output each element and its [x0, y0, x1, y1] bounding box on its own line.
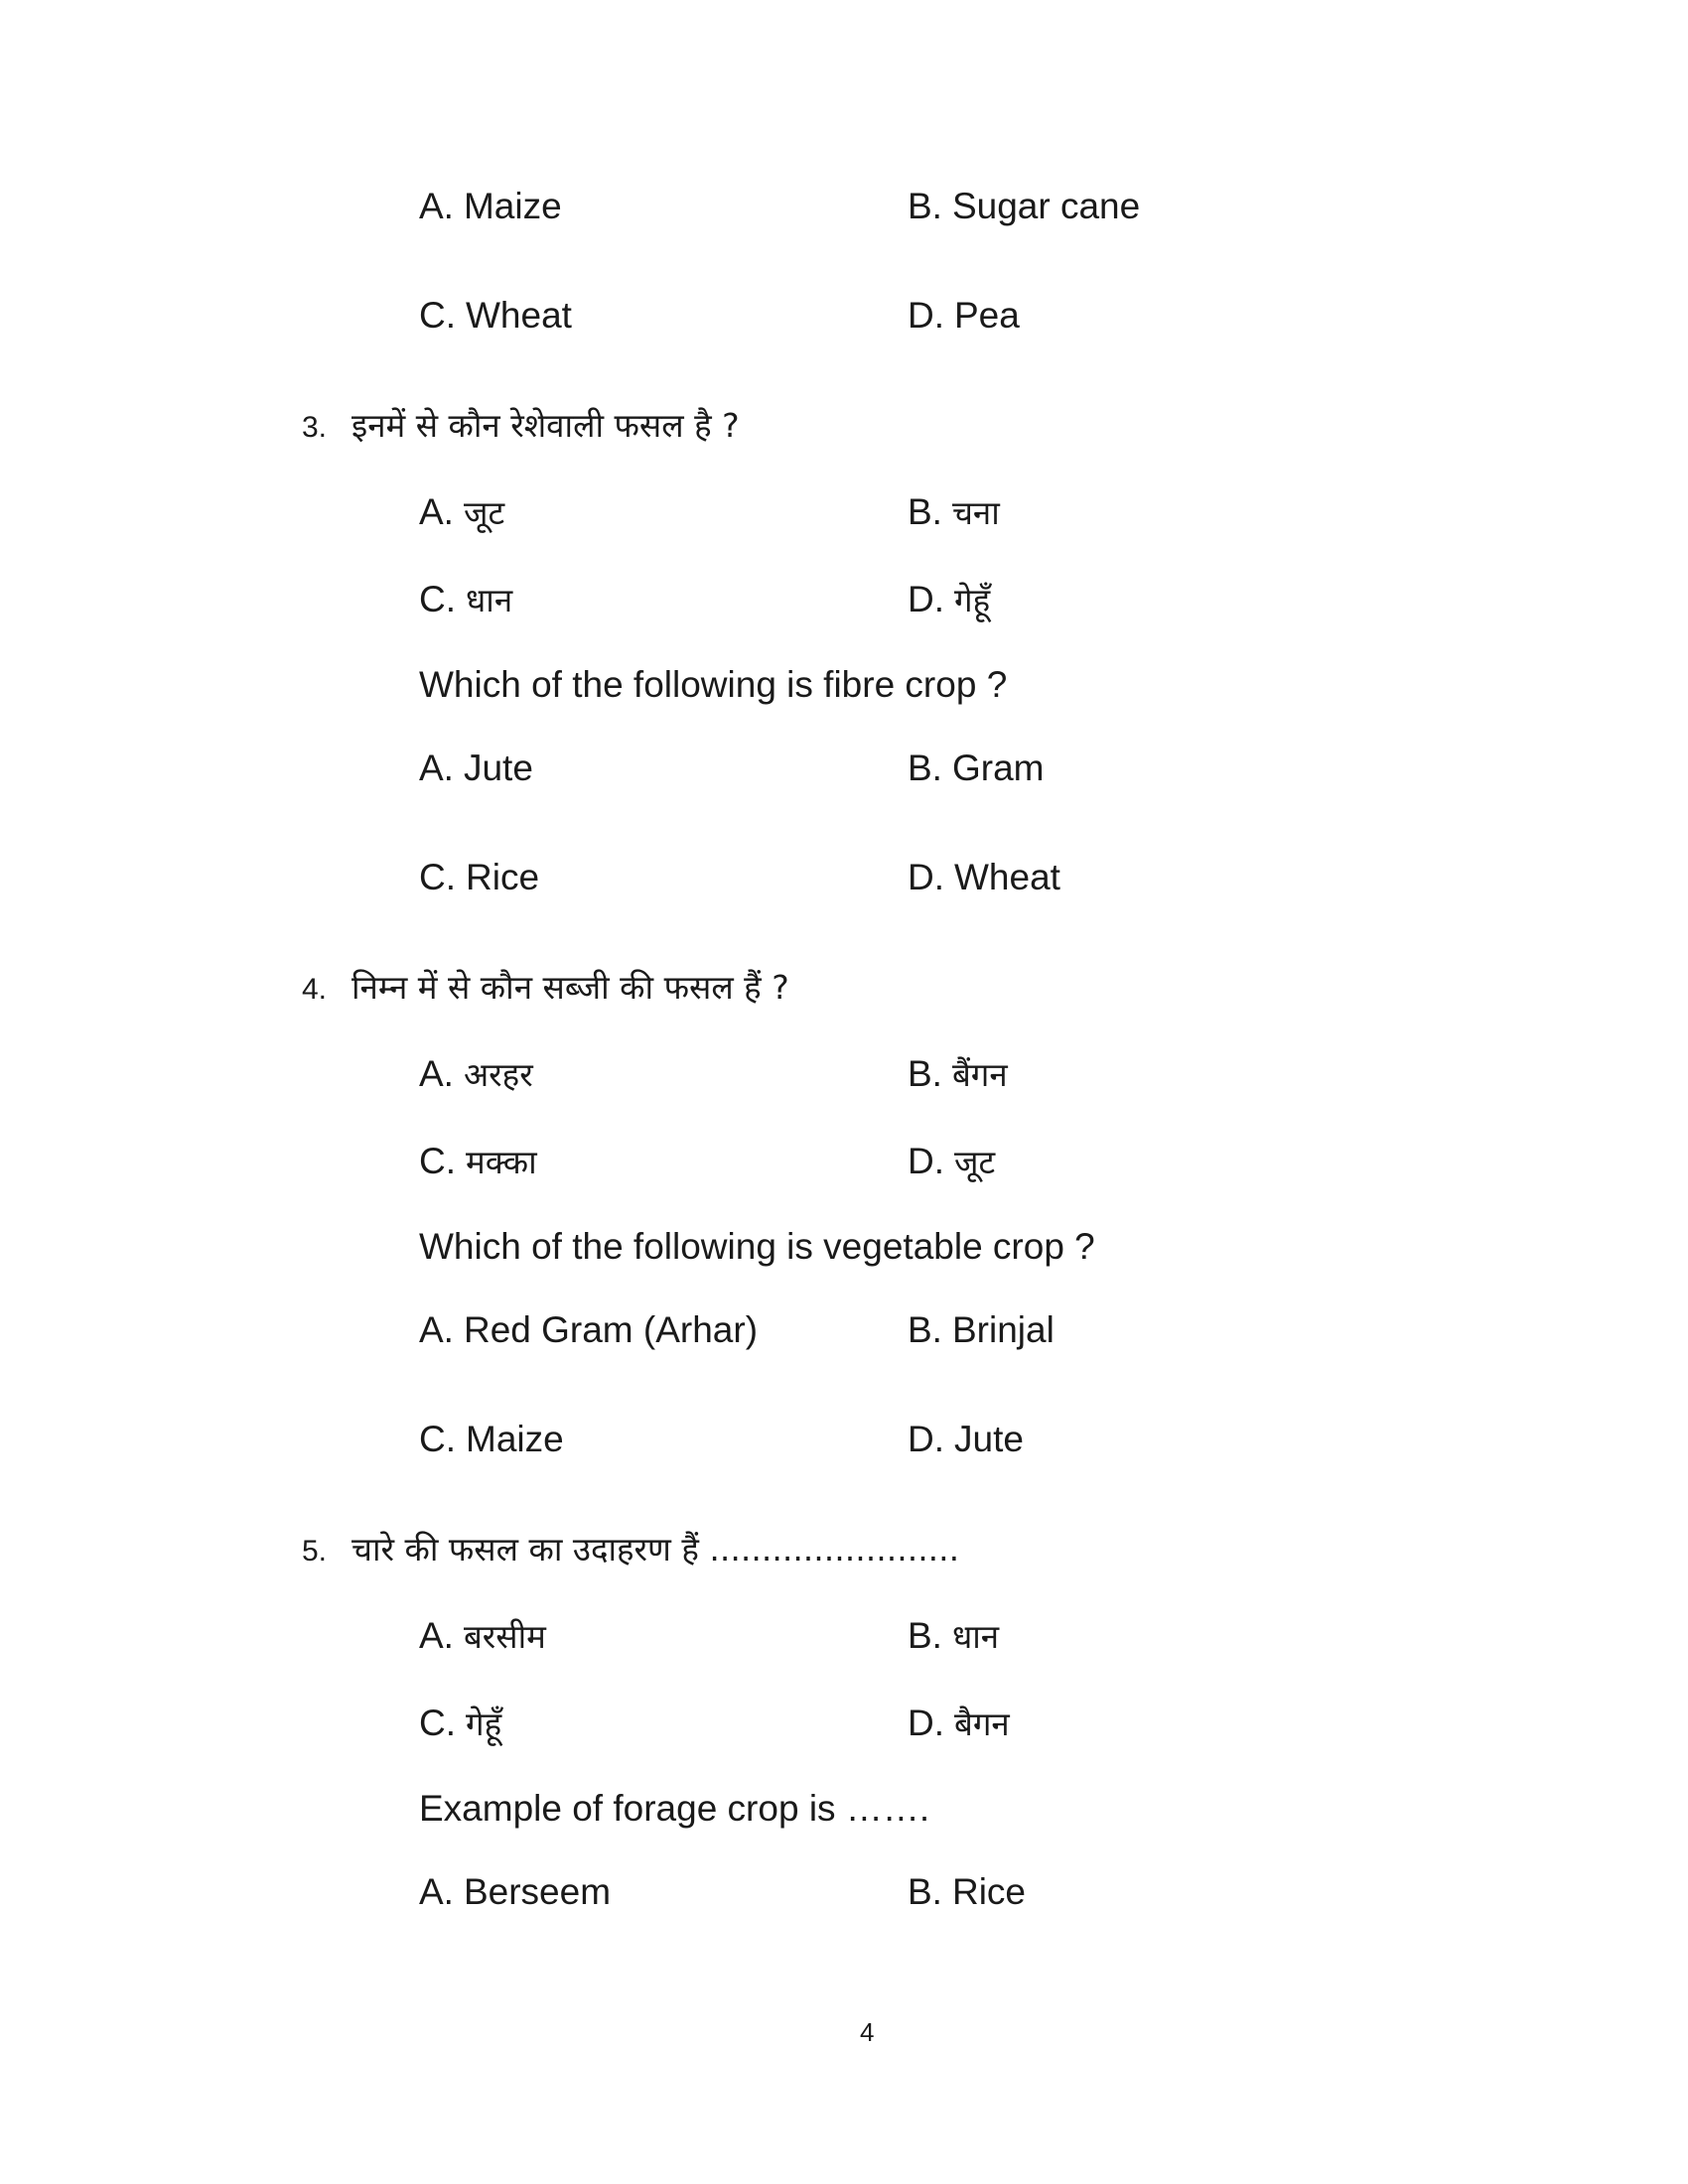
q5-hindi-question: [302, 1527, 959, 1573]
q3-english-option-a: [419, 747, 533, 790]
option-text: जूट: [463, 493, 505, 532]
option-letter: A.: [419, 491, 454, 532]
option-letter: A.: [419, 186, 454, 226]
option-text: Gram: [951, 748, 1045, 788]
option-letter: D.: [908, 1141, 944, 1181]
option-letter: D.: [908, 857, 944, 897]
option-text: चना: [951, 493, 1000, 532]
question-text-hindi: निम्न में से कौन सब्जी की फसल हैं ?: [352, 968, 789, 1007]
option-text: अरहर: [463, 1055, 533, 1094]
option-letter: C.: [419, 295, 456, 336]
q4-english-question: Which of the following is vegetable crop ?: [419, 1226, 1095, 1267]
option-text: धान: [466, 581, 513, 619]
option-letter: C.: [419, 857, 456, 897]
q4-hindi-option-c: [419, 1140, 537, 1184]
option-letter: D.: [908, 1419, 944, 1459]
option-letter: B.: [908, 1053, 942, 1094]
option-letter: C.: [419, 579, 456, 619]
q2-option-a: [419, 185, 562, 228]
option-letter: C.: [419, 1141, 456, 1181]
option-text: बैगन: [954, 1705, 1010, 1743]
option-text: Rice: [951, 1871, 1026, 1912]
q3-hindi-option-a: [419, 490, 504, 535]
q4-english-option-c: [419, 1418, 564, 1461]
question-number: 5.: [302, 1535, 328, 1568]
option-text: Red Gram (Arhar): [463, 1309, 759, 1350]
option-letter: B.: [908, 1871, 942, 1912]
q4-english-option-d: [908, 1418, 1024, 1461]
option-text: Jute: [954, 1419, 1024, 1459]
option-text: Sugar cane: [951, 186, 1141, 226]
q5-hindi-option-c: [419, 1702, 501, 1746]
question-text-hindi: चारे की फसल का उदाहरण हैं ........................: [352, 1530, 960, 1569]
option-letter: A.: [419, 1309, 454, 1350]
q4-hindi-question: [302, 965, 789, 1012]
question-number: 3.: [302, 411, 328, 444]
option-letter: B.: [908, 748, 942, 788]
option-letter: B.: [908, 1309, 942, 1350]
q4-english-option-a: [419, 1308, 758, 1352]
option-text: धान: [951, 1617, 1000, 1656]
option-letter: A.: [419, 1053, 454, 1094]
option-text: Wheat: [954, 857, 1060, 897]
q3-hindi-question: [302, 403, 740, 450]
option-letter: A.: [419, 1871, 454, 1912]
q5-hindi-option-d: [908, 1702, 1010, 1746]
q5-english-option-b: [908, 1870, 1026, 1914]
q3-hindi-option-d: [908, 578, 990, 622]
q2-option-d: [908, 294, 1020, 338]
q5-english-question: Example of forage crop is …….: [419, 1788, 930, 1829]
option-letter: D.: [908, 295, 944, 336]
q5-english-option-a: [419, 1870, 611, 1914]
option-text: Maize: [466, 1419, 564, 1459]
option-letter: D.: [908, 1703, 944, 1743]
option-text: Wheat: [466, 295, 572, 336]
q2-option-c: [419, 294, 572, 338]
option-text: मक्का: [466, 1143, 537, 1181]
option-text: बरसीम: [463, 1617, 546, 1656]
option-text: Brinjal: [951, 1309, 1055, 1350]
q2-option-b: [908, 185, 1140, 228]
option-text: जूट: [954, 1143, 996, 1181]
question-number: 4.: [302, 973, 328, 1006]
q3-hindi-option-b: [908, 490, 1000, 535]
option-letter: B.: [908, 186, 942, 226]
option-letter: C.: [419, 1703, 456, 1743]
q5-hindi-option-a: [419, 1614, 546, 1659]
question-text-hindi: इनमें से कौन रेशेवाली फसल है ?: [352, 406, 740, 445]
q4-hindi-option-b: [908, 1052, 1008, 1097]
option-letter: A.: [419, 748, 454, 788]
option-letter: B.: [908, 1615, 942, 1656]
option-text: बैंगन: [951, 1055, 1008, 1094]
option-text: Maize: [463, 186, 562, 226]
option-letter: A.: [419, 1615, 454, 1656]
option-text: Berseem: [463, 1871, 612, 1912]
option-text: Rice: [466, 857, 540, 897]
page-number: 4: [860, 2017, 875, 2047]
q3-english-option-b: [908, 747, 1044, 790]
option-text: गेहूँ: [466, 1705, 502, 1743]
q4-english-option-b: [908, 1308, 1055, 1352]
q3-english-question: Which of the following is fibre crop ?: [419, 664, 1008, 705]
option-letter: D.: [908, 579, 944, 619]
option-text: Jute: [463, 748, 533, 788]
q4-hindi-option-a: [419, 1052, 533, 1097]
option-letter: C.: [419, 1419, 456, 1459]
q5-hindi-option-b: [908, 1614, 999, 1659]
option-text: गेहूँ: [954, 581, 991, 619]
q3-english-option-d: [908, 856, 1060, 899]
option-letter: B.: [908, 491, 942, 532]
q4-hindi-option-d: [908, 1140, 995, 1184]
option-text: Pea: [954, 295, 1020, 336]
q3-english-option-c: [419, 856, 539, 899]
q3-hindi-option-c: [419, 578, 512, 622]
